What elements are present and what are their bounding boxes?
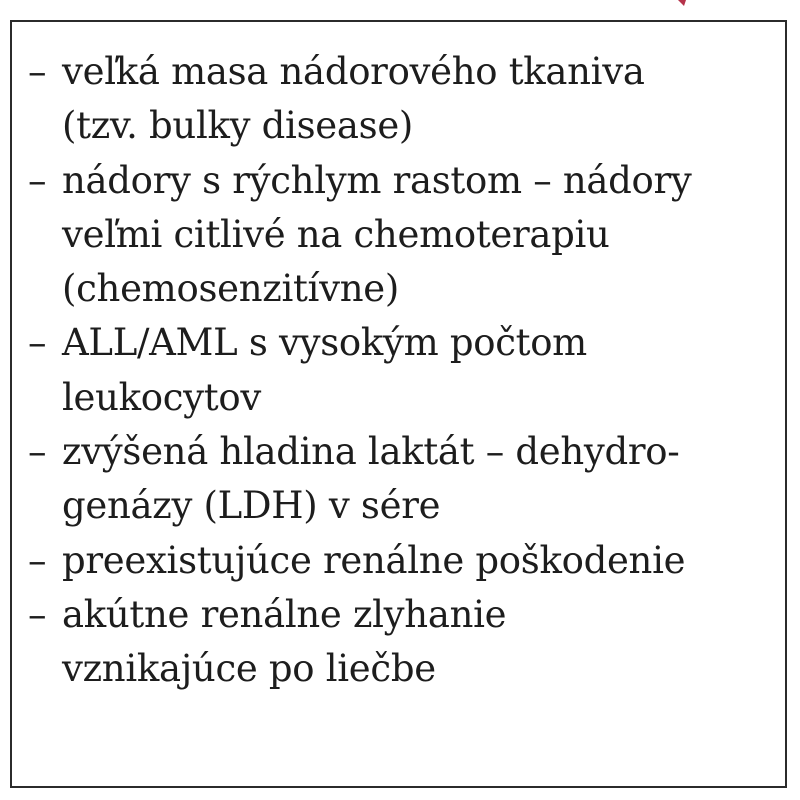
- list-item: [28, 316, 692, 425]
- list-item-line: vznikajúce po liečbe: [62, 647, 436, 691]
- cropped-red-glyph-fragment: [676, 0, 700, 8]
- list-item-line: genázy (LDH) v sére: [62, 484, 441, 528]
- list-bullet: –: [28, 321, 47, 365]
- list-item: [28, 588, 692, 697]
- list-bullet: –: [28, 50, 47, 93]
- list-item-line: veľmi citlivé na chemoterapiu: [62, 212, 610, 256]
- list-bullet: –: [28, 430, 47, 474]
- list-item-line: (chemosenzitívne): [62, 267, 399, 311]
- list-item: [28, 45, 692, 154]
- list-item: [28, 425, 692, 534]
- list-item-line: (tzv. bulky disease): [62, 104, 414, 148]
- list-bullet: –: [28, 538, 47, 582]
- list-item-line: zvýšená hladina laktát – dehydro-: [62, 430, 680, 474]
- list-item-line: leukocytov: [62, 375, 261, 419]
- list-item-line: akútne renálne zlyhanie: [62, 592, 507, 636]
- list-item: [28, 534, 692, 588]
- risk-factor-list: [28, 45, 692, 697]
- list-item: [28, 154, 692, 317]
- list-item-line: preexistujúce renálne poškodenie: [62, 538, 686, 582]
- list-item-line: ALL/AML s vysokým počtom: [62, 321, 587, 365]
- list-bullet: –: [28, 592, 47, 636]
- list-bullet: –: [28, 158, 47, 202]
- list-item-line: veľká masa nádorového tkaniva: [62, 50, 645, 93]
- list-item-line: nádory s rýchlym rastom – nádory: [62, 158, 692, 202]
